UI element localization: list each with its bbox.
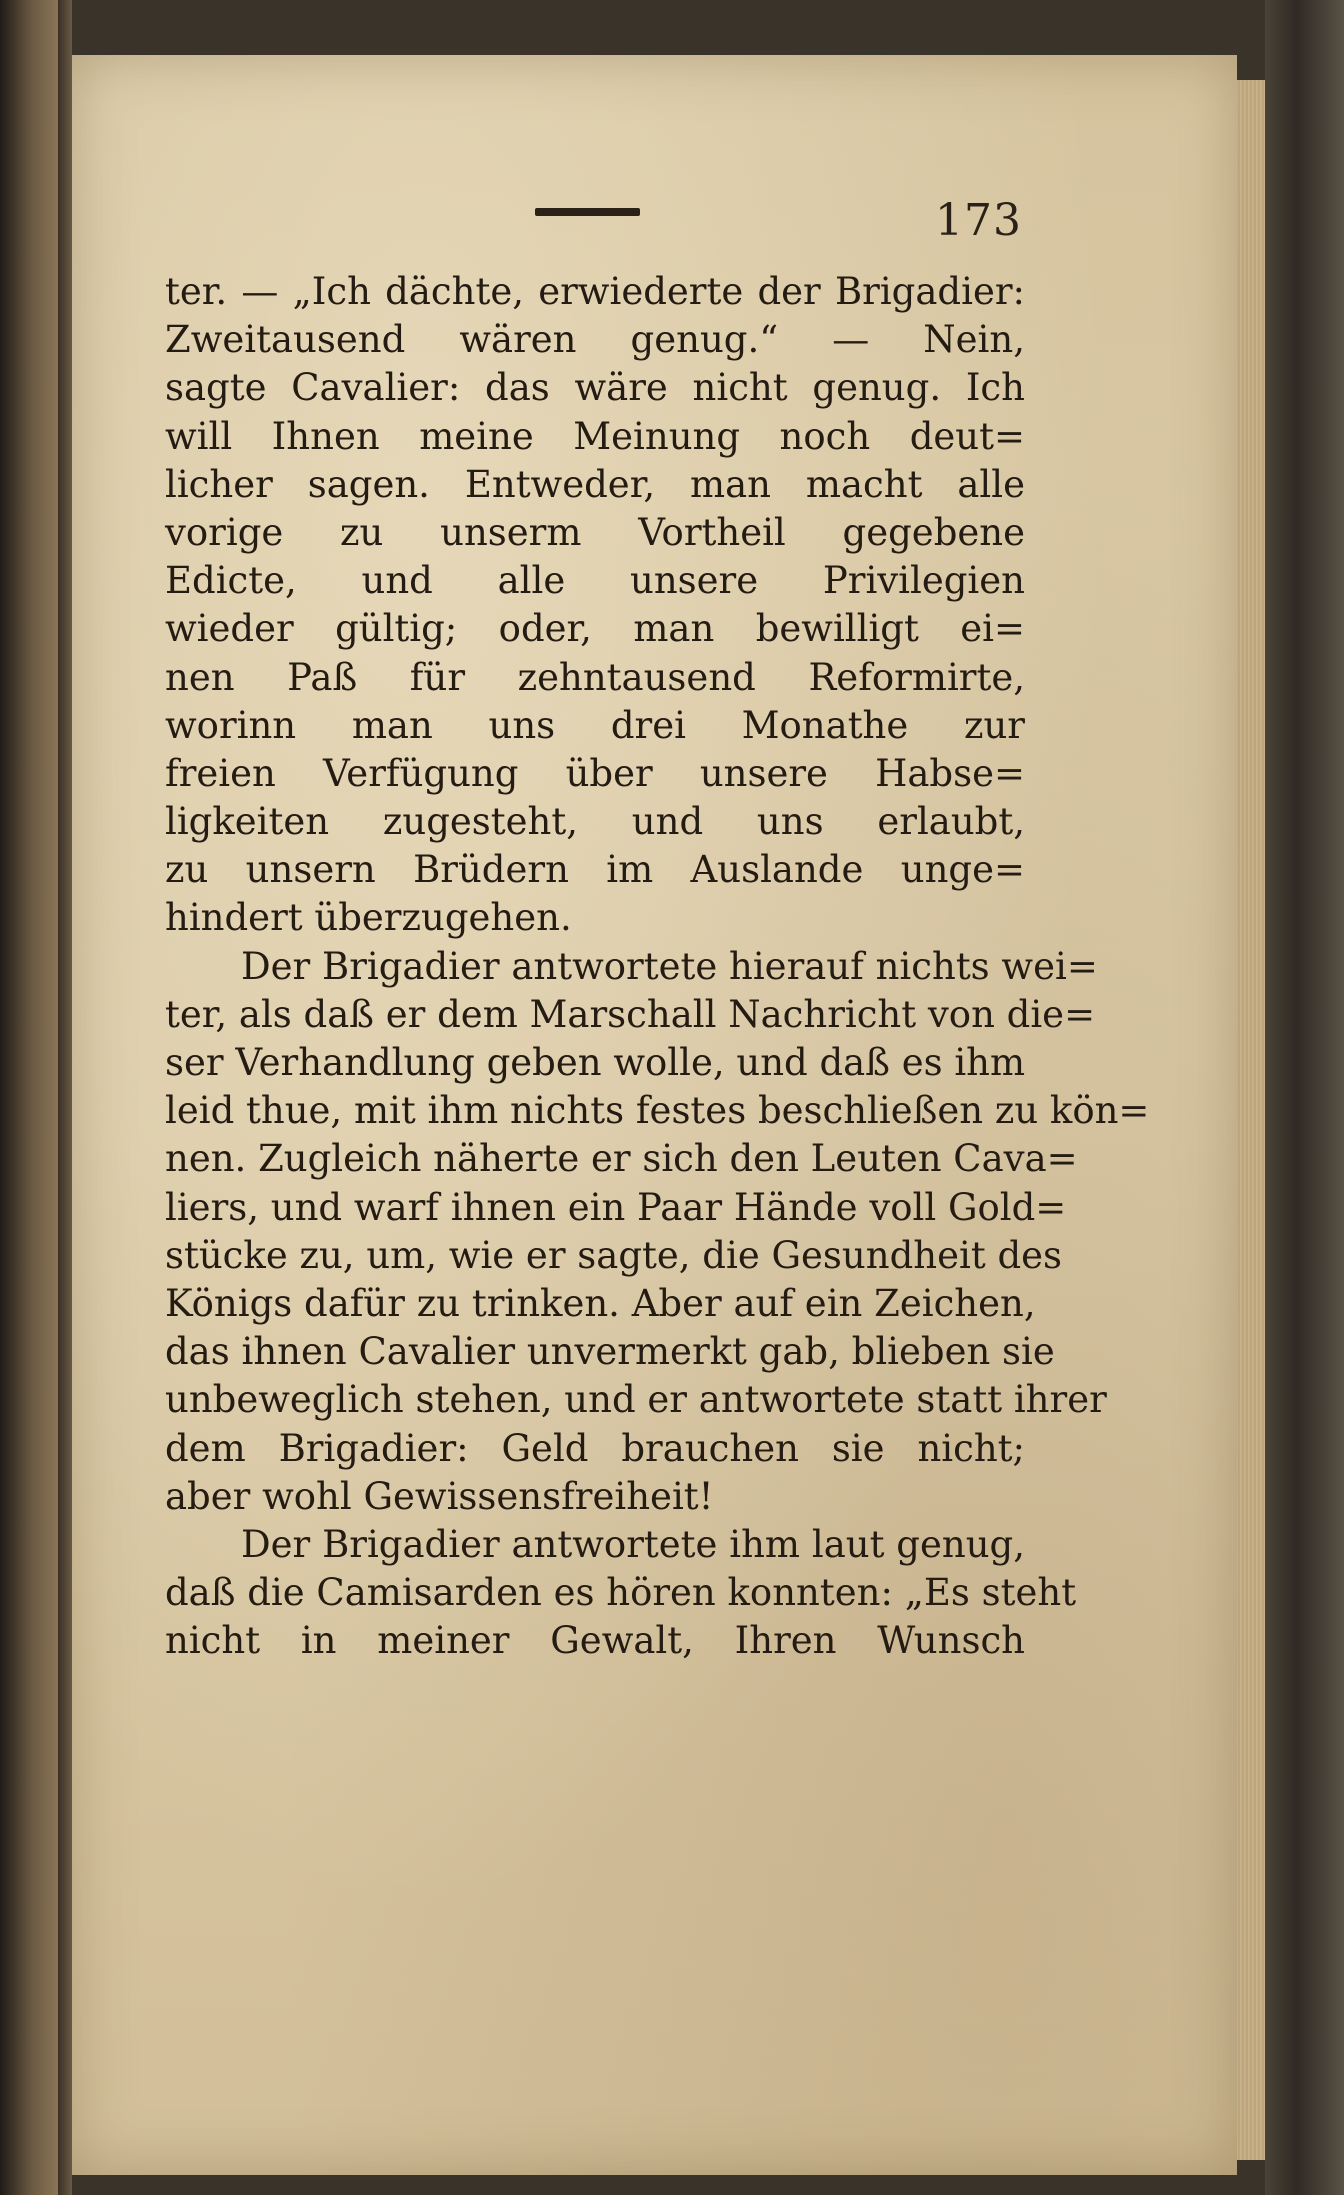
text-line: worinn man uns drei Monathe zur bbox=[165, 703, 1025, 747]
previous-page-edge bbox=[0, 0, 58, 2195]
text-line: vorige zu unserm Vortheil gegebene bbox=[165, 510, 1025, 554]
text-line: Edicte, und alle unsere Privilegien bbox=[165, 559, 1025, 603]
text-line: leid thue, mit ihm nichts festes beschließen zu kön= bbox=[165, 1089, 1150, 1133]
text-line: hindert überzugehen. bbox=[165, 896, 572, 940]
text-line: liers, und warf ihnen ein Paar Hände voll Gold= bbox=[165, 1185, 1067, 1229]
text-line: will Ihnen meine Meinung noch deut= bbox=[165, 414, 1025, 458]
text-line: ter, als daß er dem Marschall Nachricht von die= bbox=[165, 992, 1096, 1036]
text-line: ser Verhandlung geben wolle, und daß es ihm bbox=[165, 1041, 1026, 1084]
body-text bbox=[165, 268, 1150, 1665]
text-line: stücke zu, um, wie er sagte, die Gesundheit des bbox=[165, 1233, 1063, 1277]
page-number: 173 bbox=[935, 195, 1022, 246]
text-line: unbeweglich stehen, und er antwortete statt ihrer bbox=[165, 1378, 1107, 1422]
paragraph-start: Der Brigadier antwortete hierauf nichts wei= bbox=[241, 944, 1098, 988]
text-line: Königs dafür zu trinken. Aber auf ein Zeichen, bbox=[165, 1281, 1036, 1325]
paragraph-start: Der Brigadier antwortete ihm laut genug, bbox=[241, 1522, 1025, 1566]
text-line: das ihnen Cavalier unvermerkt gab, blieben sie bbox=[165, 1330, 1055, 1374]
text-line: ter. — „Ich dächte, erwiederte der Brigadier: bbox=[165, 270, 1025, 313]
text-line: nen. Zugleich näherte er sich den Leuten Cava= bbox=[165, 1137, 1078, 1181]
book-cover-edge bbox=[1265, 0, 1344, 2195]
text-line: daß die Camisarden es hören konnten: „Es steht bbox=[165, 1571, 1077, 1615]
header-rule bbox=[535, 208, 640, 216]
text-line: zu unsern Brüdern im Auslande unge= bbox=[165, 848, 1025, 892]
text-line: ligkeiten zugesteht, und uns erlaubt, bbox=[165, 800, 1025, 844]
text-line: dem Brigadier: Geld brauchen sie nicht; bbox=[165, 1426, 1025, 1470]
text-line: aber wohl Gewissensfreiheit! bbox=[165, 1474, 714, 1518]
text-line: wieder gültig; oder, man bewilligt ei= bbox=[165, 607, 1025, 651]
text-line: nen Paß für zehntausend Reformirte, bbox=[165, 655, 1025, 699]
text-line: sagte Cavalier: das wäre nicht genug. Ich bbox=[165, 366, 1025, 410]
text-line: freien Verfügung über unsere Habse= bbox=[165, 751, 1025, 795]
page-stack-edge bbox=[1237, 80, 1265, 2160]
text-line: nicht in meiner Gewalt, Ihren Wunsch bbox=[165, 1619, 1025, 1663]
text-line: Zweitausend wären genug.“ — Nein, bbox=[165, 318, 1025, 362]
book-gutter bbox=[58, 0, 72, 2195]
text-line: licher sagen. Entweder, man macht alle bbox=[165, 462, 1025, 506]
